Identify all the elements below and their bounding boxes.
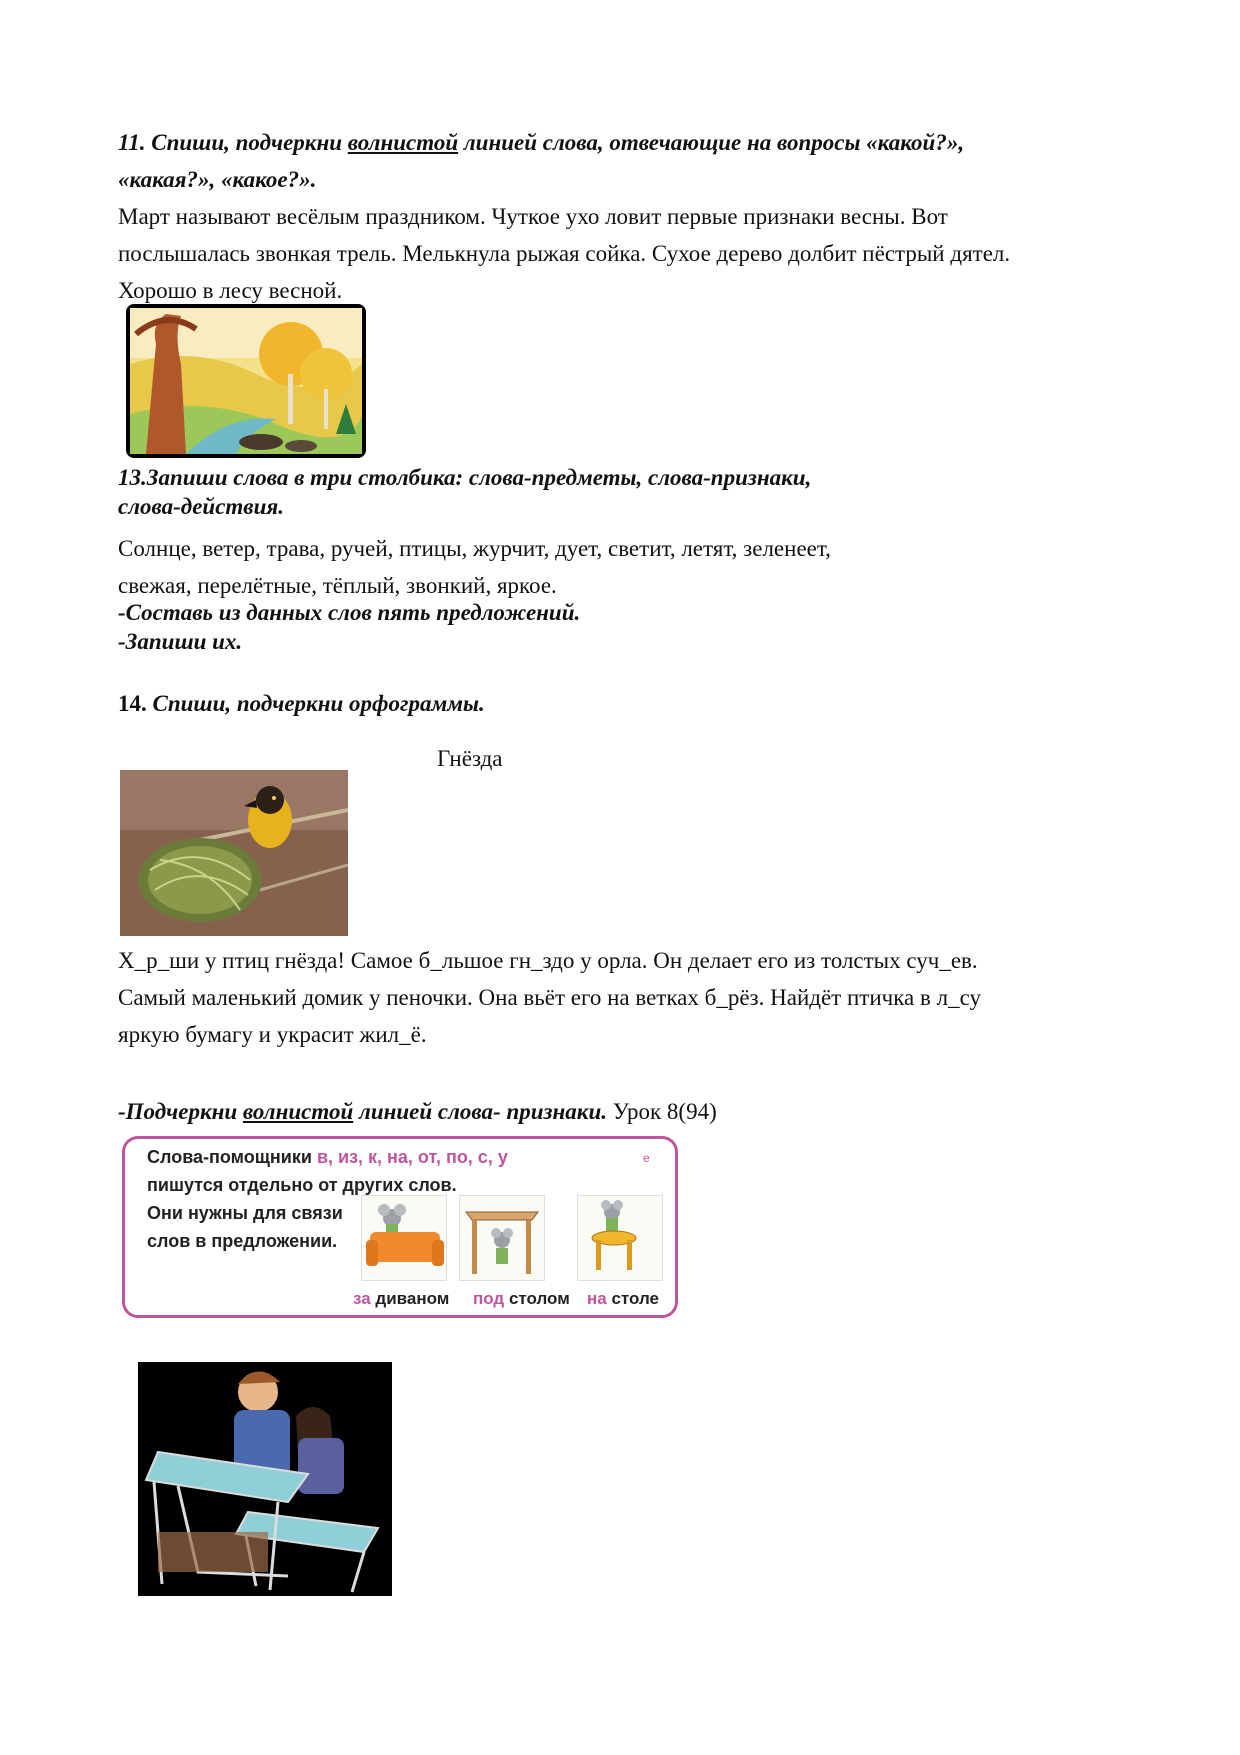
task11-heading-line2: «какая?», «какое?».: [118, 167, 317, 192]
bird-nest-image: [120, 770, 348, 936]
task11-text-line2: послышалась звонкая трель. Мелькнула рыжая сойка. Сухое дерево долбит пёстрый дятел.: [118, 241, 1011, 266]
caption-on-table: [587, 1289, 659, 1309]
table-drawing: [460, 1196, 544, 1280]
task14-text-line3: яркую бумагу и украсит жил_ё.: [118, 1022, 427, 1047]
task11-number: 11.: [118, 130, 146, 155]
task15-heading-part2: линией слова- признаки.: [359, 1099, 607, 1124]
mouse-on-table-image: [577, 1195, 663, 1281]
task14-heading: [118, 685, 485, 722]
prepositions-rule-box: [122, 1136, 678, 1318]
rule-line4: слов в предложении.: [147, 1231, 338, 1251]
caption-preposition-za: за: [353, 1289, 371, 1308]
bird-nest-drawing: [120, 770, 348, 936]
caption-word-stole: столе: [611, 1289, 660, 1308]
task14-heading-text: Спиши, подчеркни орфограммы.: [152, 691, 485, 716]
caption-preposition-na: на: [587, 1289, 607, 1308]
spring-landscape-drawing: [126, 304, 366, 458]
task14-title: Гнёзда: [437, 746, 503, 771]
rule-line2: пишутся отдельно от других слов.: [147, 1175, 457, 1195]
task11-text-line3: Хорошо в лесу весной.: [118, 278, 343, 303]
rule-prepositions: в, из, к, на, от, по, с, у: [316, 1147, 508, 1167]
task14-text-line2: Самый маленький домик у пеночки. Она вьёт его на ветках б_рёз. Найдёт птичка в л_су: [118, 985, 981, 1010]
task13-text-line1: Солнце, ветер, трава, ручей, птицы, журчит, дует, светит, летят, зеленеет,: [118, 536, 831, 561]
children-desk-drawing: [138, 1362, 392, 1596]
rule-term: Слова-помощники: [147, 1147, 312, 1167]
caption-behind-sofa: [353, 1289, 449, 1309]
task13-heading: 13.Запиши слова в три столбика: слова-предметы, слова-признаки,: [118, 465, 812, 490]
lesson-number: Урок 8(94): [612, 1099, 717, 1124]
rule-line3: Они нужны для связи: [147, 1203, 343, 1223]
task14-text-line1: Х_р_ши у птиц гнёзда! Самое б_льшое гн_здо у орла. Он делает его из толстых суч_ев.: [118, 948, 978, 973]
spring-landscape-image: [126, 304, 366, 458]
rule-line1: [147, 1147, 508, 1168]
stool-drawing: [578, 1196, 662, 1280]
task13-text-line2: свежая, перелётные, тёплый, звонкий, яркое.: [118, 573, 557, 598]
task15-heading: [118, 1093, 717, 1130]
sofa-drawing: [362, 1196, 446, 1280]
caption-under-table: [473, 1289, 570, 1309]
task15-heading-part1: -Подчеркни: [118, 1099, 238, 1124]
task14-number: 14.: [118, 691, 147, 716]
task15-underlined-word: волнистой: [242, 1099, 354, 1124]
task11-underlined-word: волнистой: [347, 130, 459, 155]
task11-text-line1: Март называют весёлым праздником. Чуткое ухо ловит первые признаки весны. Вот: [118, 204, 948, 229]
caption-preposition-pod: под: [473, 1289, 505, 1308]
mouse-behind-sofa-image: [361, 1195, 447, 1281]
caption-word-stolom: столом: [508, 1289, 570, 1308]
mouse-under-table-image: [459, 1195, 545, 1281]
rule-corner-mark: е: [643, 1151, 650, 1165]
task13-instruction1: -Составь из данных слов пять предложений.: [118, 600, 581, 625]
task13-instruction2: -Запиши их.: [118, 629, 243, 654]
task11-heading: [118, 124, 964, 161]
caption-word-divanom: диваном: [375, 1289, 450, 1308]
task13-heading-line2: слова-действия.: [118, 494, 284, 519]
task11-heading-part1: Спиши, подчеркни: [151, 130, 343, 155]
task11-heading-part2: линией слова, отвечающие на вопросы «какой?»,: [463, 130, 965, 155]
children-at-desk-image: [138, 1362, 392, 1596]
